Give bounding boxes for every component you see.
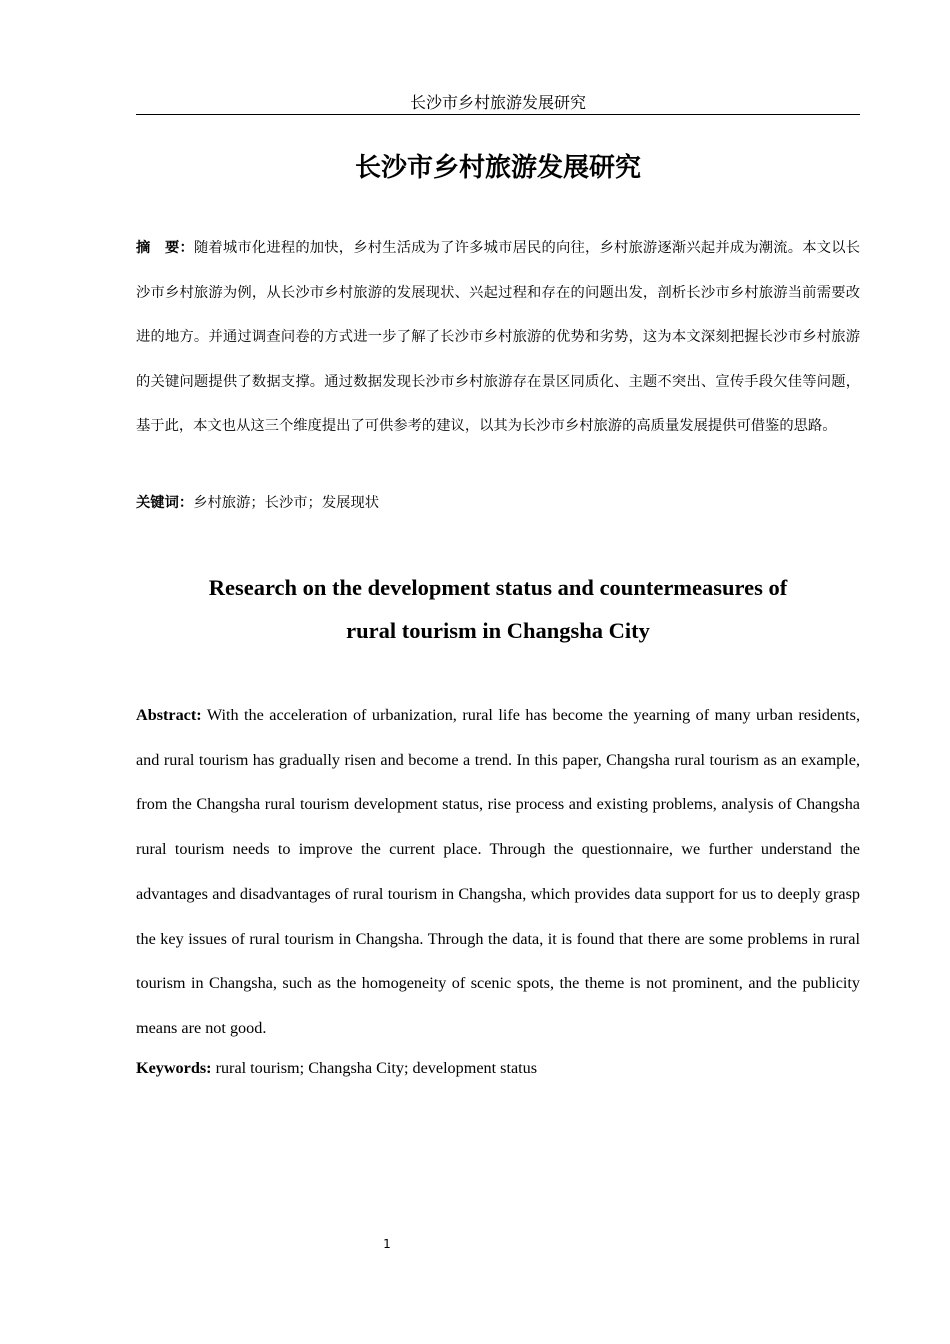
chinese-keywords bbox=[136, 490, 860, 516]
english-keywords bbox=[136, 1055, 860, 1081]
page-number: 1 bbox=[383, 1237, 391, 1251]
english-title bbox=[136, 566, 860, 652]
chinese-title: 长沙市乡村旅游发展研究 bbox=[354, 153, 641, 183]
english-keywords-label: Keywords: bbox=[136, 1059, 212, 1077]
english-title-line-1: Research on the development status and countermeasures of bbox=[208, 575, 788, 600]
running-header: 长沙市乡村旅游发展研究 bbox=[136, 92, 860, 115]
chinese-abstract-text: 随着城市化进程的加快，乡村生活成为了许多城市居民的向往，乡村旅游逐渐兴起并成为潮流。本文以长沙市乡村旅游为例，从长沙市乡村旅游的发展现状、兴起过程和存在的问题出发，剖析长沙市乡村旅游当前需要改进的地方。并通过调查问卷的方式进一步了解了长沙市乡村旅游的优势和劣势，这为本文深刻把握长沙市乡村旅游的关键问题提供了数据支撑。通过数据发现长沙市乡村旅游存在景区同质化、主题不突出、宣传手段欠佳等问题，基于此，本文也从这三个维度提出了可供参考的建议，以其为长沙市乡村旅游的高质量发展提供可借鉴的思路。 bbox=[136, 240, 860, 434]
chinese-keywords-label: 关键词： bbox=[136, 495, 194, 511]
chinese-keywords-text: 乡村旅游；长沙市；发展现状 bbox=[193, 495, 380, 511]
chinese-abstract bbox=[136, 226, 860, 449]
english-abstract bbox=[136, 693, 860, 1051]
chinese-abstract-label: 摘 要： bbox=[136, 240, 194, 256]
english-title-line-2: rural tourism in Changsha City bbox=[346, 618, 650, 643]
english-abstract-text: With the acceleration of urbanization, rural life has become the yearning of many urban residents, and rural tourism has gradually risen and become a trend. In this paper, Changsha rural tourism as an example, from the Changsha rural tourism development status, rise process and existing problems, analysis of Changsha rural tourism needs to improve the current place. Through the questionnaire, we further understand the advantages and disadvantages of rural tourism in Changsha, which provides data support for us to deeply grasp the key issues of rural tourism in Changsha. Through the data, it is found that there are some problems in rural tourism in Changsha, such as the homogeneity of scenic spots, the theme is not prominent, and the publicity means are not good. bbox=[136, 706, 860, 1037]
english-abstract-label: Abstract: bbox=[136, 706, 202, 724]
english-keywords-text: rural tourism; Changsha City; development status bbox=[211, 1059, 538, 1077]
